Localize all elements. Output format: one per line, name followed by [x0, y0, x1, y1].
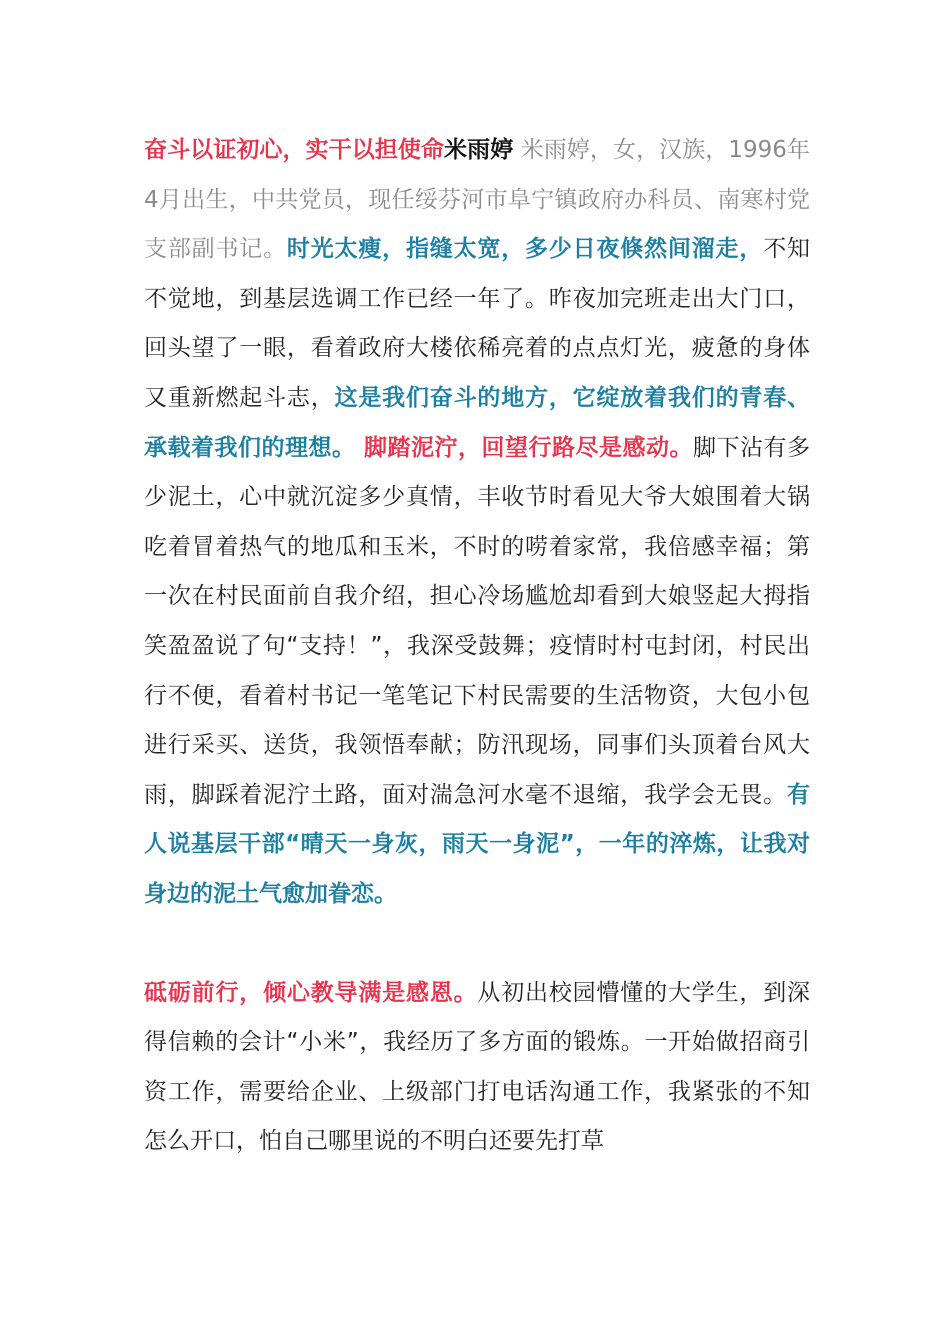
paragraph-1 — [144, 126, 810, 920]
body-text-3: 从初出校园懵懂的大学生，到深得信赖的会计“小米”，我经历了多方面的锻炼。一开始做招商引资工作，需要给企业、上级部门打电话沟通工作，我紧张的不知怎么开口，怕自己哪里说的不明白还要先打草 — [144, 979, 811, 1155]
article-title: 奋斗以证初心，实干以担使命 — [144, 137, 445, 163]
body-text-1: 不知不觉地，到基层选调工作已经一年了。昨夜加完班走出大门口，回头望了一眼，看着政府大楼依稀亮着的点点灯光，疲惫的身体又重新燃起斗志， — [144, 236, 811, 411]
paragraph-2 — [144, 969, 810, 1167]
section-subtitle-2: 砥砺前行，倾心教导满是感恩。 — [144, 979, 478, 1006]
body-text-2: 脚下沾有多少泥土，心中就沉淀多少真情，丰收节时看见大爷大娘围着大锅吃着冒着热气的地瓜和玉米，不时的唠着家常，我倍感幸福；第一次在村民面前自我介绍，担心冷场尴尬却看到大娘竖起大拇指笑盈盈说了句“支持！”，我深受鼓舞；疫情时村屯封闭，村民出行不便，看着村书记一笔笔记下村民需要的生活物资，大包小包进行采买、送货，我领悟奉献；防汛现场，同事们头顶着台风大雨，脚踩着泥泞土路，面对湍急河水毫不退缩，我学会无畏。 — [144, 434, 810, 808]
highlight-quote-1: 时光太瘦，指缝太宽，多少日夜倏然间溜走， — [286, 236, 764, 263]
document-page — [144, 126, 810, 1167]
highlight-quote-2: 这是我们奋斗的地方，它绽放着我们的青春、承载着我们的理想。 — [144, 384, 811, 461]
author-bio: 米雨婷，女，汉族，1996年4月出生，中共党员，现任绥芬河市阜宁镇政府办科员、南寒村党支部副书记。 — [144, 137, 810, 263]
highlight-quote-3: 有人说基层干部“晴天一身灰，雨天一身泥”，一年的淬炼，让我对身边的泥土气愈加眷恋。 — [144, 781, 810, 907]
section-subtitle-1: 脚踏泥泞，回望行路尽是感动。 — [355, 434, 693, 461]
author-name: 米雨婷 — [444, 137, 514, 163]
